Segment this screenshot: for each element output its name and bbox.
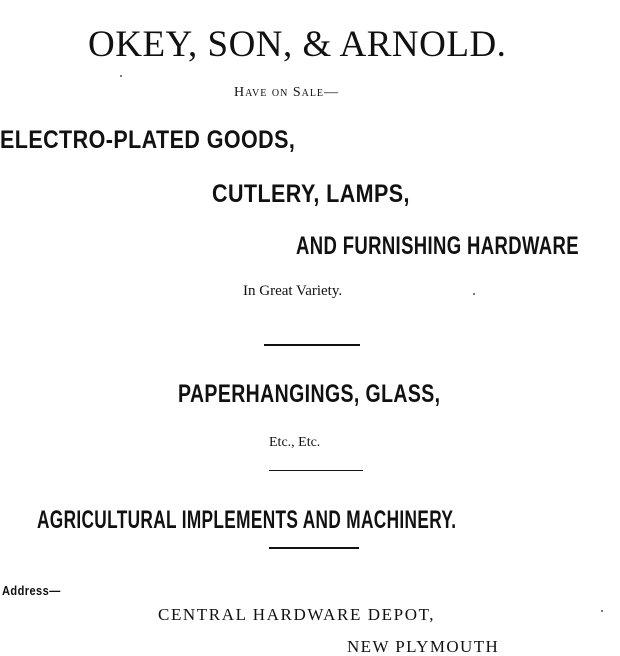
paper-note: Etc., Etc. bbox=[269, 435, 321, 450]
agricultural-heading: AGRICULTURAL IMPLEMENTS AND MACHINERY. bbox=[37, 506, 457, 534]
tagline: Have on Sale— bbox=[234, 85, 340, 100]
paper-heading: PAPERHANGINGS, GLASS, bbox=[178, 380, 441, 408]
goods-line-1: ELECTRO-PLATED GOODS, bbox=[0, 126, 296, 154]
goods-line-3: AND FURNISHING HARDWARE bbox=[296, 232, 579, 260]
print-speck bbox=[473, 293, 475, 295]
address-line-2: NEW PLYMOUTH bbox=[347, 637, 500, 656]
firm-name: OKEY, SON, & ARNOLD. bbox=[88, 24, 507, 65]
address-line-1: CENTRAL HARDWARE DEPOT, bbox=[158, 605, 436, 624]
divider-1 bbox=[264, 344, 360, 346]
divider-2 bbox=[269, 470, 363, 471]
goods-line-2: CUTLERY, LAMPS, bbox=[212, 180, 410, 208]
divider-3 bbox=[269, 547, 359, 549]
address-label: Address— bbox=[2, 583, 61, 598]
print-speck bbox=[120, 75, 122, 77]
print-speck bbox=[601, 610, 603, 612]
goods-note: In Great Variety. bbox=[243, 283, 343, 299]
